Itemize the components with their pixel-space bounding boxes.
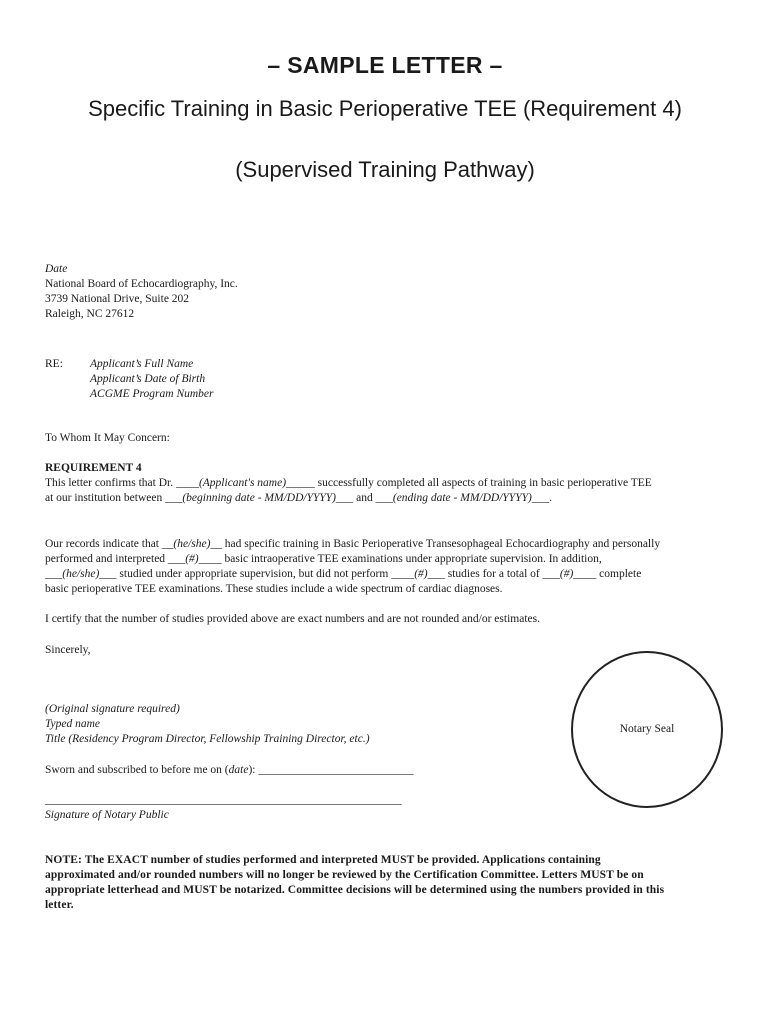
address-street: 3739 National Drive, Suite 202 bbox=[45, 293, 190, 305]
re-applicant-name: Applicant’s Full Name bbox=[90, 358, 194, 370]
signer-title: Title (Residency Program Director, Fellowship Training Director, etc.) bbox=[45, 733, 370, 745]
re-block bbox=[90, 357, 214, 402]
re-label: RE: bbox=[45, 358, 63, 370]
requirement-line-2: at our institution between ___(beginning date - MM/DD/YYYY)___ and ___(ending date - MM/DD/YYYY)___. bbox=[45, 492, 552, 504]
recipient-address bbox=[45, 262, 238, 322]
date-placeholder: Date bbox=[45, 263, 68, 275]
records-line-3: ___(he/she)___ studied under appropriate supervision, but did not perform ____(#)___ studies for a total of ___(#)____ complete bbox=[45, 568, 642, 580]
re-program-number: ACGME Program Number bbox=[90, 388, 214, 400]
signature-block bbox=[45, 702, 370, 747]
signature-required: (Original signature required) bbox=[45, 703, 180, 715]
note-paragraph bbox=[45, 853, 735, 913]
requirement-heading: REQUIREMENT 4 bbox=[45, 462, 142, 474]
salutation: To Whom It May Concern: bbox=[45, 432, 170, 444]
records-line-1: Our records indicate that __(he/she)__ had specific training in Basic Perioperative Transesophageal Echocardiography and personally bbox=[45, 538, 661, 550]
typed-name: Typed name bbox=[45, 718, 101, 730]
note-line-3: appropriate letterhead and MUST be notarized. Committee decisions will be determined using the numbers provided in this bbox=[45, 884, 665, 896]
certify-statement: I certify that the number of studies provided above are exact numbers and are not rounded and/or estimates. bbox=[45, 613, 540, 625]
records-paragraph bbox=[45, 537, 735, 597]
note-line-1: NOTE: The EXACT number of studies performed and interpreted MUST be provided. Applications containing bbox=[45, 854, 601, 866]
notary-signature-block bbox=[45, 793, 402, 823]
notary-signature-label: Signature of Notary Public bbox=[45, 809, 169, 821]
notary-seal-label: Notary Seal bbox=[619, 723, 675, 735]
address-city: Raleigh, NC 27612 bbox=[45, 308, 135, 320]
address-org: National Board of Echocardiography, Inc. bbox=[45, 278, 238, 290]
requirement-paragraph bbox=[45, 461, 735, 506]
re-applicant-dob: Applicant’s Date of Birth bbox=[90, 373, 206, 385]
letter-subtitle: Specific Training in Basic Perioperative TEE (Requirement 4) bbox=[88, 96, 682, 121]
note-line-2: approximated and/or rounded numbers will no longer be reviewed by the Certification Committee. Letters MUST be on bbox=[45, 869, 644, 881]
closing: Sincerely, bbox=[45, 644, 91, 656]
records-line-4: basic perioperative TEE examinations. These studies include a wide spectrum of cardiac diagnoses. bbox=[45, 583, 503, 595]
pathway-subtitle: (Supervised Training Pathway) bbox=[235, 157, 535, 182]
sworn-line: Sworn and subscribed to before me on (date): ___________________________ bbox=[45, 764, 414, 776]
note-line-4: letter. bbox=[45, 899, 74, 911]
records-line-2: performed and interpreted ___(#)____ basic intraoperative TEE examinations under appropriate supervision. In addition, bbox=[45, 553, 602, 565]
letter-title: – SAMPLE LETTER – bbox=[267, 52, 503, 78]
requirement-line-1: This letter confirms that Dr. ____(Applicant's name)_____ successfully completed all aspects of training in basic perioperative TEE bbox=[45, 477, 652, 489]
notary-signature-line: ______________________________________________________________ bbox=[45, 794, 402, 806]
notary-seal-circle bbox=[571, 651, 723, 808]
